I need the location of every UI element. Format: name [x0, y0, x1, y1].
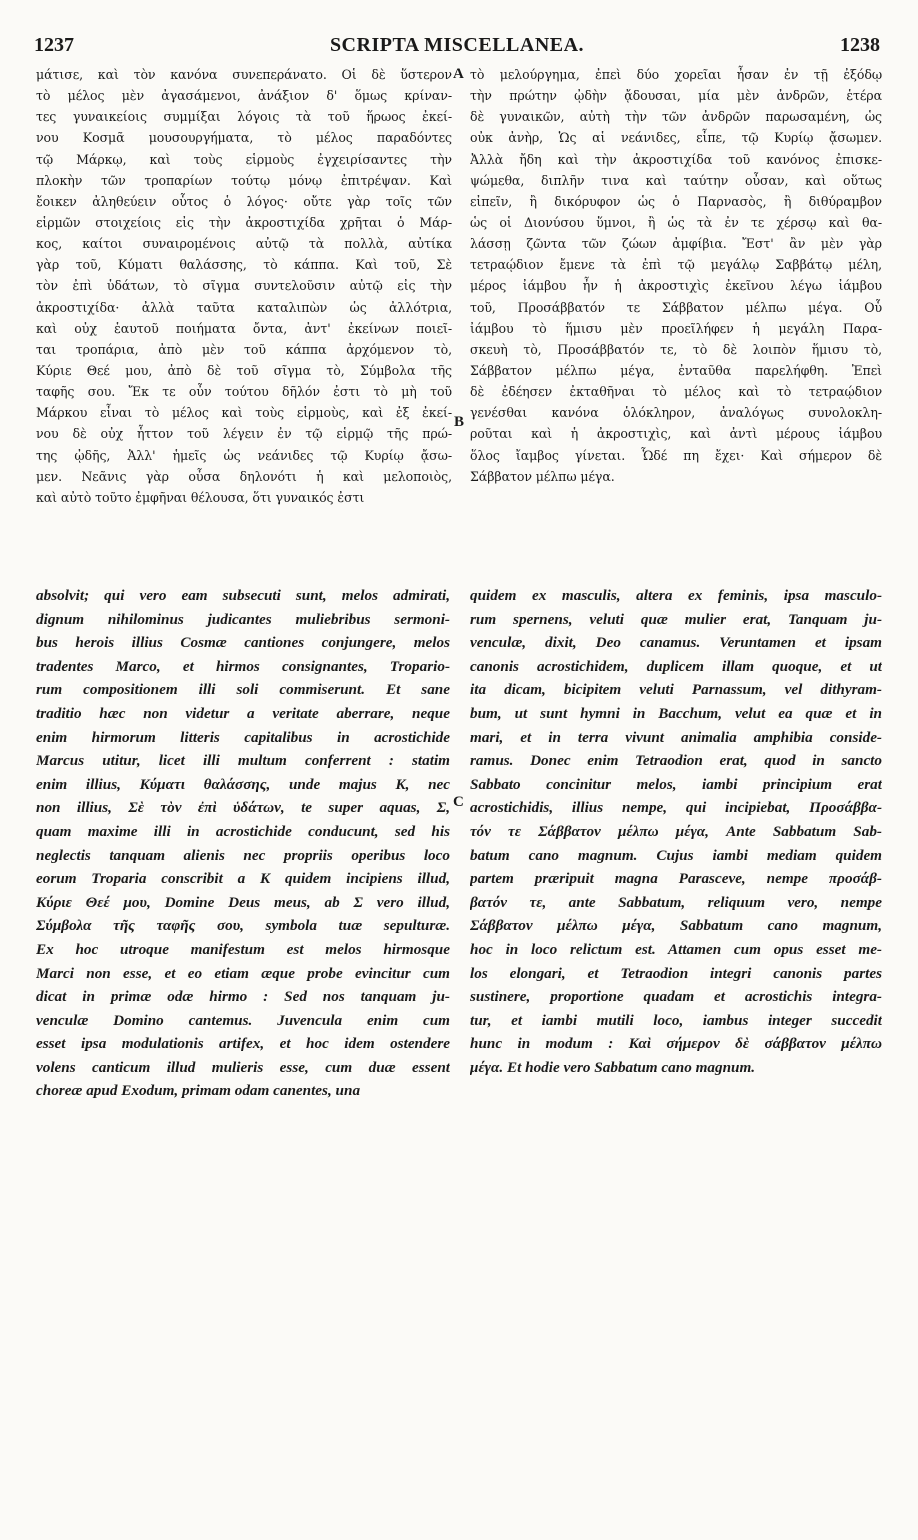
greek-line: Μάρκου εἶναι τὸ μέλος καὶ τοὺς εἱρμοὺς, καὶ ἐξ ἐκεί-: [36, 405, 452, 421]
greek-line: ροῦται καὶ ἡ ἀκροστιχὶς, καὶ ἀντὶ μέρους ἰάμβου: [470, 426, 882, 442]
latin-line: los elongari, et Tetraodion integri canonis partes: [470, 964, 882, 982]
running-header: [34, 34, 880, 58]
latin-line: tur, et iambi mutili loco, iambus integer succedit: [470, 1011, 882, 1029]
latin-line: sustinere, proportione quadam et acrostichis integra-: [470, 988, 882, 1006]
greek-line: Σάββατον μέλπω μέγα, ἐνταῦθα παρελήφθη. Ἐπεὶ: [470, 362, 882, 378]
greek-text-left-column: [36, 64, 452, 508]
latin-line: βατόν τε, ante Sabbatum, reliquum vero, nempe: [470, 893, 882, 911]
greek-line: γὰρ τοῦ, Κύματι θαλάσσης, τὸ κάππα. Καὶ τοῦ, Σὲ: [36, 257, 452, 273]
greek-line: τετραῴδιον ἔμενε τὰ ἐπὶ τῷ μεγάλῳ Σαββάτῳ μέλη,: [470, 257, 882, 273]
greek-line: τὸ μελούργημα, ἐπεὶ δύο χορεῖαι ἦσαν ἐν τῇ ἐξόδῳ: [470, 67, 882, 82]
greek-line: ψώμεθα, διπλῆν τινα καὶ ταύτην οὖσαν, καὶ οὕτως: [470, 172, 882, 188]
greek-line: πλοκὴν τῶν τροπαρίων τούτῳ μόνῳ ἐπιτρέψαν. Καὶ: [36, 172, 452, 188]
section-marker-b: B: [454, 414, 465, 430]
latin-line: volens canticum illud mulieris esse, cum duæ essent: [36, 1058, 450, 1076]
greek-line: καὶ αὐτὸ τοῦτο ἐμφῆναι θέλουσα, ὅτι γυναικός ἐστι: [36, 489, 365, 505]
greek-line: τὸ μέλος μὲν ἀγασάμενοι, ἀνάξιον δ' ὅμως κρίναν-: [36, 88, 452, 104]
latin-translation-right-column: [470, 584, 882, 1079]
greek-line: κος, καίτοι συναιρομένοις αὐτῷ τὰ πολλὰ, αὐτίκα: [36, 236, 452, 252]
latin-line: non illius, Σὲ τὸν ἐπὶ ὑδάτων, te super aquas, Σ,: [36, 799, 450, 817]
latin-line: rum spernens, veluti quæ mulier erat, Tanquam ju-: [470, 610, 882, 628]
latin-line: partem præripuit magna Parasceve, nempe προσάβ-: [470, 870, 882, 888]
latin-line: quam maxime illi in acrostichide conducunt, sed his: [36, 822, 450, 840]
latin-line: hoc in loco relictum est. Attamen cum opus esset me-: [470, 940, 882, 958]
latin-line: canonis acrostichidem, duplicem illam quoque, et ut: [470, 657, 882, 675]
greek-line: τὸν ἐπὶ ὑδάτων, τὸ σῖγμα συντελοῦσιν αὐτῷ εἰς τὴν: [36, 278, 452, 294]
latin-line: Σάββατον μέλπω μέγα, Sabbatum cano magnum,: [470, 917, 882, 935]
latin-line: Marci non esse, et eo etiam æque probe evincitur cum: [36, 964, 450, 982]
greek-line: τες γυναικείοις συμμίξαι λόγοις τὰ τοῦ ἥρωος ἐκεί-: [36, 109, 452, 125]
greek-line: μάτισε, καὶ τὸν κανόνα συνεπεράνατο. Οἱ δὲ ὕστερον: [36, 67, 452, 82]
greek-line: ἀκροστιχίδα· ἀλλὰ ταῦτα καταλιπὼν ὡς ἀλλότρια,: [36, 299, 452, 315]
left-page-number: 1237: [34, 34, 74, 56]
latin-line: tradentes Marco, et hirmos consignantes, Tropario-: [36, 657, 450, 675]
latin-line: venculæ Domino cantemus. Juvencula enim cum: [36, 1011, 450, 1029]
latin-line: enim hirmorum litteris capitalibus in acrostichide: [36, 728, 450, 746]
greek-line: καὶ οὐχ ἑαυτοῦ ποιήματα ὄντα, ἀντ' ἐκείνων ποιεῖ-: [36, 320, 452, 336]
latin-line: bum, ut sunt hymni in Bacchum, velut ea quæ et in: [470, 704, 882, 722]
latin-line: neglectis tanquam alienis nec propriis operibus loco: [36, 846, 450, 864]
greek-line: ταφῆς σου. Ἔκ τε οὖν τούτου δῆλόν ἐστι τὸ μὴ τοῦ: [36, 384, 452, 400]
latin-translation-left-column: [36, 584, 450, 1103]
latin-line: venculæ, dixit, Deo canamus. Veruntamen et ipsam: [470, 634, 882, 652]
latin-line: bus herois illius Cosmæ cantiones conjungere, melos: [36, 634, 450, 652]
greek-line: τοῦ, Προσάββατόν τε Σάββατον μέλπω μέγα. Οὗ: [470, 299, 882, 315]
latin-line: dicat in primæ odæ hirmo : Sed nos tanquam ju-: [36, 988, 450, 1006]
latin-line: traditio hæc non videtur a veritate aberrare, neque: [36, 704, 450, 722]
right-page-number: 1238: [840, 34, 880, 56]
greek-line: δὲ γυναικῶν, αὐτὴ τὴν τῶν ἀνδρῶν παρωσαμένη, ὡς: [470, 109, 882, 125]
greek-line: ται τροπάρια, ἀπὸ μὲν τοῦ κάππα ἀρχόμενον τὸ,: [36, 341, 452, 357]
latin-line: rum compositionem illi soli commiserunt. Et sane: [36, 681, 450, 699]
latin-line: acrostichidis, illius nempe, qui incipiebat, Προσάββα-: [470, 799, 882, 817]
greek-line: μέρος ἰάμβου ἦν ἡ ἀκροστιχὶς ἐκεῖνου λέγω ἰάμβου: [470, 278, 882, 294]
greek-line: Σάββατον μέλπω μέγα.: [470, 468, 615, 484]
greek-line: γενέσθαι κανόνα ὁλόκληρον, ἀναλόγως συνολοκλη-: [470, 405, 882, 421]
latin-line: μέγα. Et hodie vero Sabbatum cano magnum.: [470, 1058, 756, 1076]
greek-line: ἰάμβου τὸ ἥμισυ μὲν προεῖλήφεν ἡ μεγάλη Παρα-: [470, 320, 882, 336]
greek-line: νου δὲ οὐχ ἧττον τοῦ λέγειν ἐν τῷ εἱρμῷ τῆς πρώ-: [36, 426, 452, 442]
greek-line: τὴν πρώτην ᾠδὴν ᾄδουσαι, μία μὲν ἀνδρῶν, ἑτέρα: [470, 88, 882, 104]
latin-line: ramus. Donec enim Tetraodion erat, quod in sancto: [470, 752, 882, 770]
greek-text-right-column: [470, 64, 882, 487]
greek-line: εἰπεῖν, ἢ δικόρυφον ὡς ὁ Παρνασὸς, ἢ διθύραμβον: [470, 193, 882, 209]
greek-line: εἱρμῶν στοιχείοις εἰς τὴν ἀκροστιχίδα χρῆται ὁ Μάρ-: [36, 214, 452, 230]
latin-line: absolvit; qui vero eam subsecuti sunt, melos admirati,: [36, 587, 450, 604]
latin-line: esset ipsa modulationis artifex, et hoc idem ostendere: [36, 1035, 450, 1053]
latin-line: Κύριε Θεέ μου, Domine Deus meus, ab Σ vero illud,: [36, 893, 450, 911]
latin-line: dignum nihilominus judicantes muliebribus sermoni-: [36, 610, 450, 628]
greek-line: λάσσῃ ζῶντα τῶν ζώων ἀμφίβια. Ἔστ' ἂν μὲν γὰρ: [470, 236, 882, 252]
section-marker-c: C: [453, 794, 464, 810]
latin-line: Sabbato concinitur melos, iambi principium erat: [470, 775, 882, 793]
latin-line: Ex hoc utroque manifestum est melos hirmosque: [36, 940, 450, 958]
greek-line: δὲ ἐδέησεν ἐκταθῆναι τὸ μέλος καὶ τὸ τετραῴδιον: [470, 384, 882, 400]
latin-line: eorum Troparia conscribit a K quidem incipiens illud,: [36, 870, 450, 888]
latin-line: hunc in modum : Καὶ σήμερον δὲ σάββατον μέλπω: [470, 1035, 882, 1053]
latin-line: Σύμβολα τῆς ταφῆς σου, symbola tuæ sepulturæ.: [36, 917, 450, 935]
greek-line: Κύριε Θεέ μου, ἀπὸ δὲ τοῦ σῖγμα τὸ, Σύμβολα τῆς: [36, 362, 452, 378]
greek-line: μεν. Νεᾶνις γὰρ οὖσα δηλονότι ἡ καὶ μελοποιὸς,: [36, 468, 452, 484]
latin-line: ita dicam, bicipitem veluti Parnassum, vel dithyram-: [470, 681, 882, 699]
latin-line: mari, et in terra vivunt animalia amphibia conside-: [470, 728, 882, 746]
greek-line: ὅλος ἴαμβος γίνεται. Ὧδέ πη ἔχει· Καὶ σήμερον δὲ: [470, 447, 882, 463]
greek-line: ὡς οἱ Διονύσου ὕμνοι, ἢ ὡς τὰ ἐν τε χέρσῳ καὶ θα-: [470, 214, 882, 230]
running-title: SCRIPTA MISCELLANEA.: [329, 34, 585, 56]
latin-line: τόν τε Σάββατον μέλπω μέγα, Ante Sabbatum Sab-: [470, 822, 882, 840]
greek-line: Ἀλλὰ ἤδη καὶ τὴν ἀκροστιχίδα τοῦ κανόνος ἐπισκε-: [470, 151, 882, 167]
greek-line: σκευὴ τὸ, Προσάββατόν τε, τὸ δὲ λοιπὸν ἥμισυ τὸ,: [470, 341, 882, 357]
greek-line: της ᾠδῆς, Ἀλλ' ἡμεῖς ὡς νεάνιδες τῷ Κυρίῳ ᾄσω-: [36, 447, 452, 463]
latin-line: enim illius, Κύματι θαλάσσης, unde majus K, nec: [36, 775, 450, 793]
section-marker-a: A: [453, 66, 464, 82]
latin-line: batum cano magnum. Cujus iambi mediam quidem: [470, 846, 882, 864]
greek-line: οὐκ ἀνὴρ, Ὡς αἱ νεάνιδες, εἶπε, τῷ Κυρίῳ ᾄσωμεν.: [470, 130, 882, 146]
greek-line: τῷ Μάρκῳ, καὶ τοὺς εἱρμοὺς ἐγχειρίσαντες τὴν: [36, 151, 452, 167]
latin-line: Marcus utitur, licet illi multum conferrent : statim: [36, 752, 450, 770]
greek-line: ἔοικεν ἀληθεύειν οὗτος ὁ λόγος· οὔτε γὰρ τοῖς τῶν: [36, 193, 452, 209]
latin-line: choreæ apud Exodum, primam odam canentes, una: [36, 1082, 361, 1100]
latin-line: quidem ex masculis, altera ex feminis, ipsa masculo-: [470, 587, 882, 604]
greek-line: νου Κοσμᾶ μουσουργήματα, τὸ μέλος παραδόντες: [36, 130, 452, 146]
